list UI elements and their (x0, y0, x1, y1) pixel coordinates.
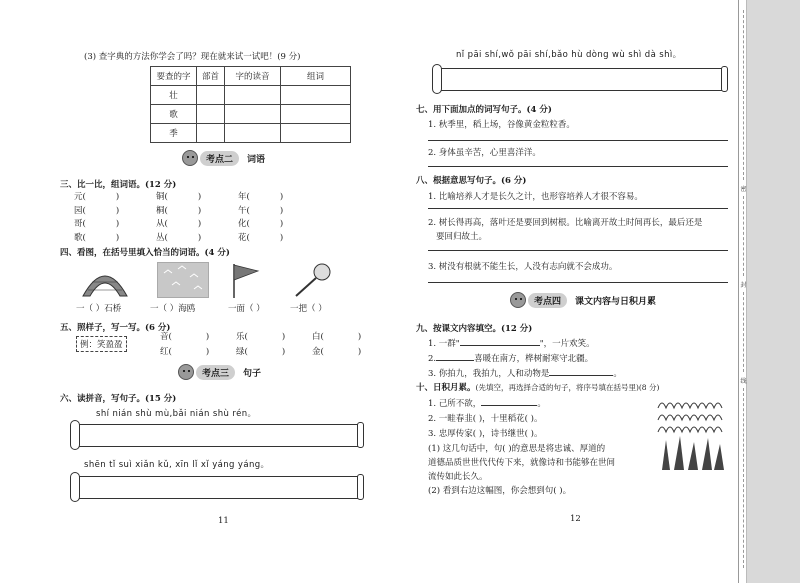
section-badge: 考点四 (528, 293, 567, 308)
compare-item: 丛( ) (156, 232, 202, 243)
compare-item: 铜( ) (156, 192, 202, 202)
stone-bridge-picture (80, 262, 130, 298)
seal-dash (743, 292, 744, 372)
mascot-icon (510, 292, 526, 308)
answer-cell[interactable] (281, 124, 351, 143)
binding-sidebar (738, 0, 800, 583)
table-row (151, 124, 351, 143)
q10-part-1-cont: 道德品质世世代代传下来，就像诗和书能够在世间 (428, 458, 616, 468)
table-row (151, 105, 351, 124)
answer-cell[interactable] (197, 124, 225, 143)
compare-group-3 (238, 191, 283, 245)
answer-scroll[interactable] (70, 420, 364, 450)
q3-instruction: (3) 查字典的方法你学会了吗？现在就来试一试吧！(9 分) (84, 52, 301, 62)
seagulls-picture (157, 262, 209, 298)
section-badge: 考点二 (200, 151, 239, 166)
answer-scroll[interactable] (70, 472, 364, 502)
q9-item-2: 2. 喜暖在南方，桦树耐寒守北疆。 (428, 354, 594, 364)
section-header-3 (178, 364, 261, 380)
q10-item-1: 1. 己所不欲， 。 (428, 399, 546, 409)
imitate-item: 乐( ) (236, 332, 286, 342)
picture-caption: 一把（ ） (290, 304, 327, 314)
answer-scroll[interactable] (432, 64, 728, 94)
table-cell: 壮 (151, 86, 197, 105)
seal-line-strip (739, 0, 747, 583)
compare-item: 年( ) (238, 192, 284, 202)
answer-cell[interactable] (225, 86, 281, 105)
compare-item: 花( ) (238, 232, 284, 243)
table-header: 字的读音 (225, 67, 281, 86)
answer-line[interactable] (428, 282, 728, 283)
seal-dash (743, 10, 744, 180)
q9-item-3: 3. 你拍九，我拍九，人和动物是 。 (428, 369, 622, 379)
compare-group-1 (74, 191, 119, 245)
question-eight: 八、根据意思写句子。(6 分) (416, 176, 527, 186)
section-title: 词语 (247, 154, 266, 165)
q10-part-2: (2) 看到右边这幅图，你会想到句( )。 (428, 486, 572, 496)
page-number: 11 (218, 516, 229, 526)
trumpet-picture (292, 262, 336, 300)
question-four: 四、看图，在括号里填入恰当的词语。(4 分) (60, 248, 230, 258)
section-title: 课文内容与日积月累 (575, 296, 657, 307)
imitate-item: 白( ) (312, 332, 362, 342)
blank[interactable] (549, 375, 613, 376)
picture-caption: 一（ ）海鸥 (150, 304, 196, 314)
q7-item-2: 2. 身体虽辛苦，心里喜洋洋。 (428, 148, 541, 158)
compare-item: 哥( ) (74, 219, 120, 229)
blank[interactable] (481, 405, 537, 406)
compare-item: 元( ) (74, 192, 120, 202)
q10-part-1-cont: 流传如此长久。 (428, 472, 488, 482)
compare-group-2 (156, 191, 201, 245)
answer-line[interactable] (428, 166, 728, 167)
table-header: 要查的字 (151, 67, 197, 86)
question-seven: 七、用下面加点的词写句子。(4 分) (416, 105, 552, 115)
question-ten: 十、日积月累。(先填空，再选择合适的句子，将序号填在括号里)(8 分) (416, 383, 660, 393)
picture-caption: 一面（ ） (228, 304, 265, 314)
q9-item-1: 1. 一群" "，一片欢笑。 (428, 339, 595, 349)
compare-item: 化( ) (238, 219, 284, 229)
answer-cell[interactable] (197, 86, 225, 105)
q7-item-1: 1. 秋季里，稻上场，谷像黄金粒粒香。 (428, 120, 575, 130)
section-title: 句子 (243, 368, 262, 379)
table-header: 部首 (197, 67, 225, 86)
compare-item: 午( ) (238, 205, 284, 216)
mascot-icon (178, 364, 194, 380)
q10-item-3: 3. 忠厚传家( )，诗书继世( )。 (428, 429, 543, 439)
mascot-icon (182, 150, 198, 166)
imitate-item: 绿( ) (236, 347, 286, 357)
seal-label: 封 (740, 282, 747, 289)
rice-field-picture (656, 392, 726, 470)
answer-line[interactable] (428, 140, 728, 141)
section-header-2 (182, 150, 265, 166)
q10-item-2: 2. 一畦春韭( )，十里稻花( )。 (428, 414, 543, 424)
pinyin-line: shí nián shù mù,bǎi nián shù rén。 (96, 409, 257, 419)
answer-cell[interactable] (281, 105, 351, 124)
example-box: 例：笑盈盈 (76, 336, 127, 352)
answer-cell[interactable] (225, 124, 281, 143)
picture-caption: 一（ ）石桥 (76, 304, 122, 314)
seal-label: 密 (740, 186, 747, 193)
q8-item-2-cont: 要回归故土。 (436, 232, 488, 242)
q10-part-1: (1) 这几句话中，句( )的意思是将忠诚、厚道的 (428, 444, 606, 454)
compare-item: 歌( ) (74, 232, 120, 243)
section-header-4 (510, 292, 656, 308)
imitate-item: 音( ) (160, 332, 210, 342)
section-badge: 考点三 (196, 365, 235, 380)
compare-item: 园( ) (74, 205, 120, 216)
blank[interactable] (436, 360, 474, 361)
question-five: 五、照样子，写一写。(6 分) (60, 323, 171, 333)
q8-item-1: 1. 比喻培养人才是长久之计，也形容培养人才很不容易。 (428, 192, 643, 202)
seal-dash (743, 196, 744, 276)
q8-item-2: 2. 树长得再高，落叶还是要回到树根。比喻离开故土时间再长，最后还是 (428, 218, 703, 228)
compare-item: 桐( ) (156, 205, 202, 216)
seal-label: 线 (740, 378, 747, 385)
imitate-item: 金( ) (312, 347, 362, 357)
page-number: 12 (570, 514, 581, 524)
table-header: 组词 (281, 67, 351, 86)
seal-dash (743, 388, 744, 568)
answer-cell[interactable] (225, 105, 281, 124)
question-three: 三、比一比，组词语。(12 分) (60, 180, 177, 190)
left-page (0, 0, 392, 583)
pinyin-line: shēn tǐ suì xiǎn kǔ, xīn lǐ xǐ yáng yáng。 (84, 460, 270, 470)
pinyin-line: nǐ pāi shí,wǒ pāi shí,bǎo hù dòng wù shì dà shì。 (456, 50, 682, 60)
q8-item-3: 3. 树没有根就不能生长，人没有志向就不会成功。 (428, 262, 618, 272)
answer-cell[interactable] (197, 105, 225, 124)
compare-item: 从( ) (156, 219, 202, 229)
table-cell: 季 (151, 124, 197, 143)
blank[interactable] (460, 345, 540, 346)
answer-cell[interactable] (281, 86, 351, 105)
dictionary-lookup-table (150, 66, 351, 143)
question-six: 六、读拼音，写句子。(15 分) (60, 394, 177, 404)
question-nine: 九、按课文内容填空。(12 分) (416, 324, 533, 334)
answer-line[interactable] (428, 250, 728, 251)
right-page (392, 0, 737, 583)
imitate-item: 红( ) (160, 347, 210, 357)
answer-line[interactable] (428, 208, 728, 209)
flag-picture (228, 262, 264, 300)
table-row (151, 86, 351, 105)
table-cell: 歌 (151, 105, 197, 124)
